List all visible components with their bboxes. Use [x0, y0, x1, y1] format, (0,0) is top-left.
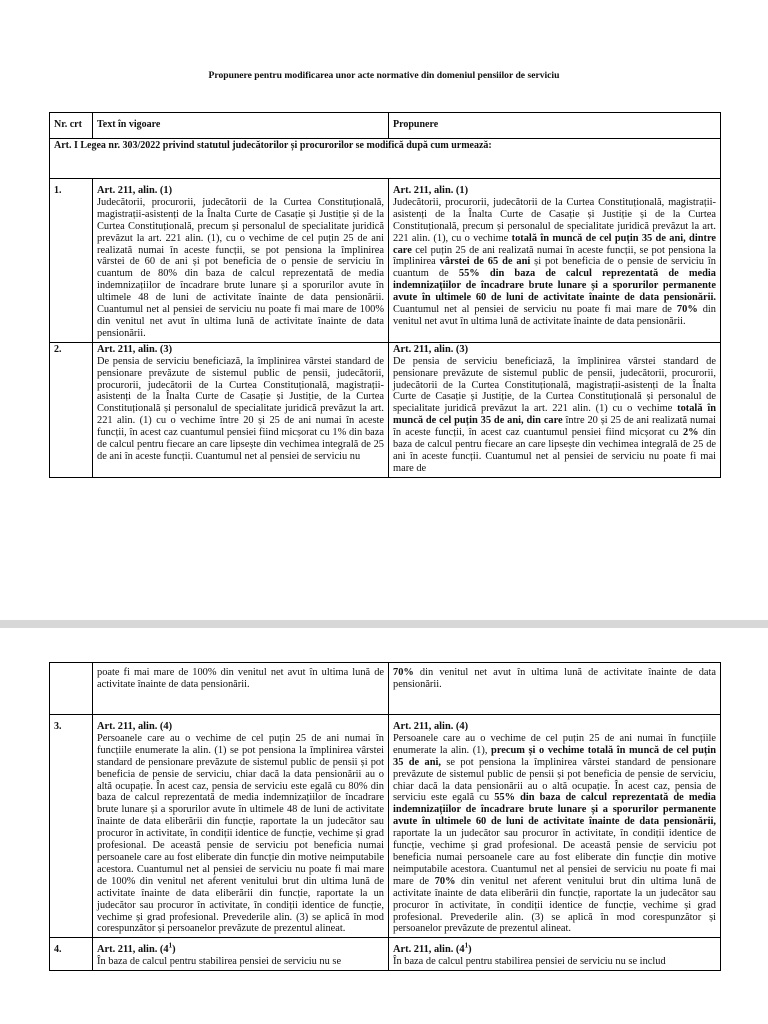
text-run: se pot pensiona la împlinirea vârstei standard de pensionare prevăzute de sistemul public de pensii și pot beneficia de pensie de serviciu, chiar dacă la data pensionării au o altă ocupație. În acest caz, pensia de serviciu este egală cu	[393, 756, 716, 804]
section-heading: Art. I Legea nr. 303/2022 privind statutul judecătorilor și procurorilor se modifică după cum urmează:	[50, 139, 721, 179]
proposal-text-cell	[389, 663, 721, 715]
current-text-cell	[93, 179, 389, 343]
article-text	[97, 197, 384, 340]
text-run: De pensia de serviciu beneficiază, la împlinirea vârstei standard de pensionare prevăzute de sistemul public de pensii, judecătorii, procurorii, judecătorii de la Curtea Constituțională, magistrații-asistenți de la Înalta Curte de Casație și Justiție, de la Curtea Constituțională și personalul de specialitate juridică prevăzut la art. 221 alin. (1) cu o vechime	[393, 355, 716, 415]
proposal-text-cell	[389, 715, 721, 938]
emphasized-text: 55% din baza de calcul reprezentată de media indemnizațiilor de încadrare brute lunare și a sporurilor permanente avute în ultimele 60 de luni de activitate înainte de data pensionării,	[393, 792, 716, 828]
row-number: 2.	[50, 342, 93, 477]
text-run: Persoanele care au o vechime de cel puțin 25 de ani numai în funcțiile enumerate la alin. (1) se pot pensiona la împlinirea vârstei standard de pensionare prevăzute de sistemul public de pensii și pot beneficia de pensie de serviciu, chiar dacă la data pensionării au o altă ocupație. În acest caz, pensia de serviciu este egală cu 80% din baza de calcul reprezentată de media indemnizațiilor de încadrare brute lunare și a sporurilor avute în ultimele 48 de luni de activitate înainte de data eliberării din funcție, raportate la un judecător sau procuror în activitate, în condiții identice de funcție, vechime și grad profesional. De această pensie de serviciu pot beneficia numai persoanele care au fost eliberate din funcție din motive neimputabile acestora. Cuantumul net al pensiei de serviciu nu poate fi mai mare de 100% din venitul net aferent venitului brut din ultima lună de activitate înainte de data eliberării din funcție, raportate la un judecător sau procuror în activitate, în condiții identice de funcție, vechime și grad profesional. Prevederile alin. (3) se aplică în mod corespunzător și persoanelor prevăzute de prezentul alineat.	[97, 732, 384, 935]
table-header-row	[50, 113, 721, 139]
text-run: între 20 și 25 de ani realizată numai în aceste funcții, în acest caz cuantumul pensiei fiind micșorat cu	[393, 415, 717, 439]
emphasized-text: totală în muncă de cel puțin 35 de ani, dintre care	[393, 232, 716, 256]
text-run: raportate la un judecător sau procuror în activitate, în condiții identice de funcție, vechime și grad profesional. De această pensie de serviciu pot beneficia numai persoanele care au fost eliberate din funcție din motive neimputabile acestora. Cuantumul net al pensiei de serviciu nu poate fi mai mare de	[393, 828, 716, 887]
emphasized-text: vârstei de 65 de ani	[439, 256, 531, 268]
table-row	[50, 938, 721, 971]
article-heading: Art. 211, alin. (4)	[393, 721, 469, 732]
emphasized-text: 55% din baza de calcul reprezentată de media indemnizațiilor de încadrare brute lunare și a sporurilor permanente avute în ultimele 60 de luni de activitate înainte de data pensionării.	[393, 268, 716, 304]
row-number: 3.	[50, 715, 93, 938]
table-row	[50, 179, 721, 343]
article-text: În baza de calcul pentru stabilirea pensiei de serviciu nu se	[97, 956, 342, 968]
emphasized-text: 2%	[682, 427, 699, 439]
article-text	[97, 356, 384, 463]
text-run: și pot beneficia de o pensie de serviciu în cuantum de	[393, 256, 716, 280]
document-page-2	[0, 628, 768, 1024]
row-number: 1.	[50, 179, 93, 343]
text-run: poate fi mai mare de 100% din venitul net avut în ultima lună de activitate înainte de data pensionării.	[97, 667, 384, 690]
current-text-cell	[93, 715, 389, 938]
current-text-cell	[93, 938, 389, 971]
article-heading: Art. 211, alin. (1)	[393, 185, 469, 196]
article-heading: Art. 211, alin. (3)	[393, 343, 469, 355]
text-run: din venitul net avut în ultima lună de activitate înainte de data pensionării.	[393, 667, 716, 690]
article-heading: Art. 211, alin. $(4^1)$	[393, 941, 472, 956]
article-text	[97, 733, 384, 935]
text-run: Judecătorii, procurorii, judecătorii de la Curtea Constituțională, magistrații-asistenți de la Înalta Curte de Casație și Justiție și de la Curtea Constituțională, precum și personalul de specialitate juridică prevăzut la art. 221 alin. (1), cu o vechime	[393, 196, 716, 244]
current-text-cell	[93, 663, 389, 715]
current-text-cell	[93, 342, 389, 477]
table-row	[50, 342, 721, 477]
row-number	[50, 663, 93, 715]
document-title: Propunere pentru modificarea unor acte normative din domeniul pensiilor de serviciu	[208, 70, 560, 81]
table-row	[50, 663, 721, 715]
text-run: cel puțin 25 de ani realizată numai în aceste funcții, se pot pensiona la împlinirea	[393, 244, 716, 268]
header-propunere: Propunere	[389, 113, 721, 139]
article-heading: Art. 211, alin. (3)	[97, 343, 173, 355]
text-run: din baza de calcul pentru fiecare an care lipsește din vechimea integrală de 25 de ani în aceste funcții. Cuantumul net al pensiei de serviciu nu poate fi mai mare de	[393, 427, 716, 474]
table-row	[50, 715, 721, 938]
text-run: din venitul net avut în ultima lună de activitate înainte de data pensionării.	[393, 304, 716, 327]
row-number: 4.	[50, 938, 93, 971]
article-text	[393, 667, 716, 691]
header-nr: Nr. crt	[50, 113, 93, 139]
article-heading: Art. 211, alin. (4)	[97, 721, 173, 732]
emphasized-text: 70%	[434, 875, 456, 887]
article-text	[393, 733, 716, 935]
text-run: De pensia de serviciu beneficiază, la împlinirea vârstei standard de pensionare prevăzute de sistemul public de pensii, judecătorii, procurorii, judecătorii de la Curtea Constituțională, magistrații-asistenți de la Înalta Curte de Casație și Justiție, de la Curtea Constituțională și personalul de specialitate juridică prevăzut la art. 221 alin. (1) cu o vechime între 20 și 25 de ani numai în aceste funcții, în acest caz cuantumul pensiei fiind micșorat cu 1% din baza de calcul pentru fiecare an care lipsește din vechimea integrală de 25 de ani în aceste funcții. Cuantumul net al pensiei de serviciu nu	[97, 355, 384, 462]
comparison-table	[49, 112, 721, 478]
article-heading: Art. 211, alin. (1)	[97, 185, 173, 196]
emphasized-text: 70%	[393, 667, 414, 678]
emphasized-text: precum și o vechime totală în muncă de cel puțin 35 de ani,	[393, 744, 716, 768]
article-text	[97, 667, 384, 691]
text-run: Judecătorii, procurorii, judecătorii de la Curtea Constituțională, magistrații-asistenți de la Înalta Curte de Casație și Justiție și de la Curtea Constituțională, precum și personalul de specialitate juridică prevăzut la art. 221 alin. (1), cu o vechime de cel puțin 25 de ani realizată numai în aceste funcții, se pot pensiona la împlinirea vârstei de 60 de ani și pot beneficia de o pensie de serviciu în cuantum de 80% din baza de calcul reprezentată de media indemnizațiilor de încadrare brute lunare și a sporurilor avute în ultimele 48 de luni de activitate înainte de data pensionării. Cuantumul net al pensiei de serviciu nu poate fi mai mare de 100% din venitul net avut în ultima lună de activitate înainte de data pensionării.	[97, 196, 384, 339]
text-run: Persoanele care au o vechime de cel puțin 25 de ani numai în funcțiile enumerate la alin. (1),	[393, 732, 716, 756]
article-text	[393, 197, 716, 328]
section-row	[50, 139, 721, 179]
text-run: din venitul net aferent venitului brut din ultima lună de activitate înainte de data eliberării din funcție, raportate la un judecător sau procuror în activitate, în condiții identice de funcție, vechime și grad profesional. Prevederile alin. (3) se aplică în mod corespunzător și persoanelor prevăzute de prezentul alineat.	[393, 875, 716, 935]
article-heading: Art. 211, alin. $(4^1)$	[97, 941, 176, 956]
proposal-text-cell	[389, 342, 721, 477]
emphasized-text: totală în muncă de cel puțin 35 de ani, din care	[393, 403, 716, 427]
article-text: În baza de calcul pentru stabilirea pensiei de serviciu nu se includ	[393, 956, 666, 968]
comparison-table-continued	[49, 662, 721, 971]
proposal-text-cell	[389, 179, 721, 343]
emphasized-text: 70%	[676, 304, 698, 316]
article-text	[393, 356, 716, 475]
proposal-text-cell	[389, 938, 721, 971]
header-in-vigoare: Text în vigoare	[93, 113, 389, 139]
text-run: Cuantumul net al pensiei de serviciu nu poate fi mai mare de	[393, 304, 677, 316]
